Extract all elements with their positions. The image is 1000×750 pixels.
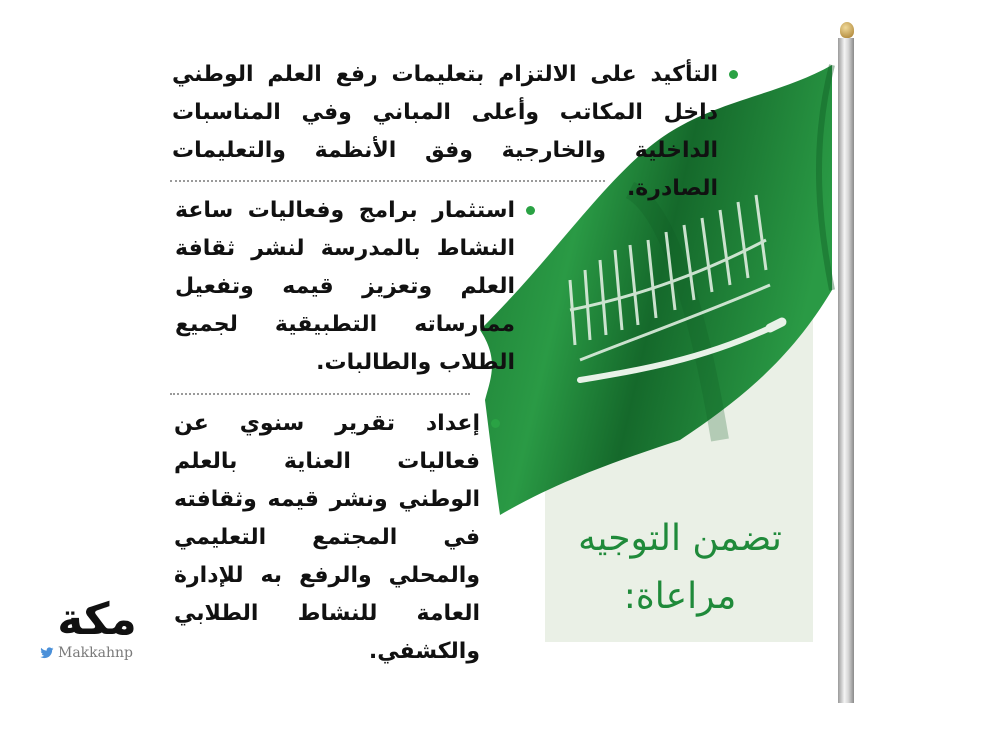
bullet-item-3: إعداد تقرير سنوي عن فعاليات العناية بالعلم الوطني ونشر قيمه وثقافته في المجتمع التعليمي والمحلي والرفع به للإدارة العامة للنشاط الطلابي والكشفي. [174, 405, 480, 671]
dotted-divider-2 [170, 393, 470, 395]
panel-title [555, 510, 805, 626]
twitter-icon [40, 647, 54, 659]
bullet-item-1: التأكيد على الالتزام بتعليمات رفع العلم الوطني داخل المكاتب وأعلى المباني وفي المناسبات الداخلية والخارجية وفق الأنظمة والتعليمات الصادرة. [172, 56, 718, 208]
panel-title-line2: مراعاة: [623, 576, 737, 617]
twitter-handle [40, 645, 160, 661]
makkah-logo: مكة [57, 594, 137, 645]
pole-finial [840, 22, 854, 38]
twitter-handle-text: Makkahnp [58, 645, 133, 661]
dotted-divider-1 [170, 180, 605, 182]
panel-title-line1: تضمن التوجيه [578, 518, 782, 559]
bullet-item-2: استثمار برامج وفعاليات ساعة النشاط بالمدرسة لنشر ثقافة العلم وتعزيز قيمه وتفعيل ممارساته التطبيقية لجميع الطلاب والطالبات. [175, 192, 515, 382]
